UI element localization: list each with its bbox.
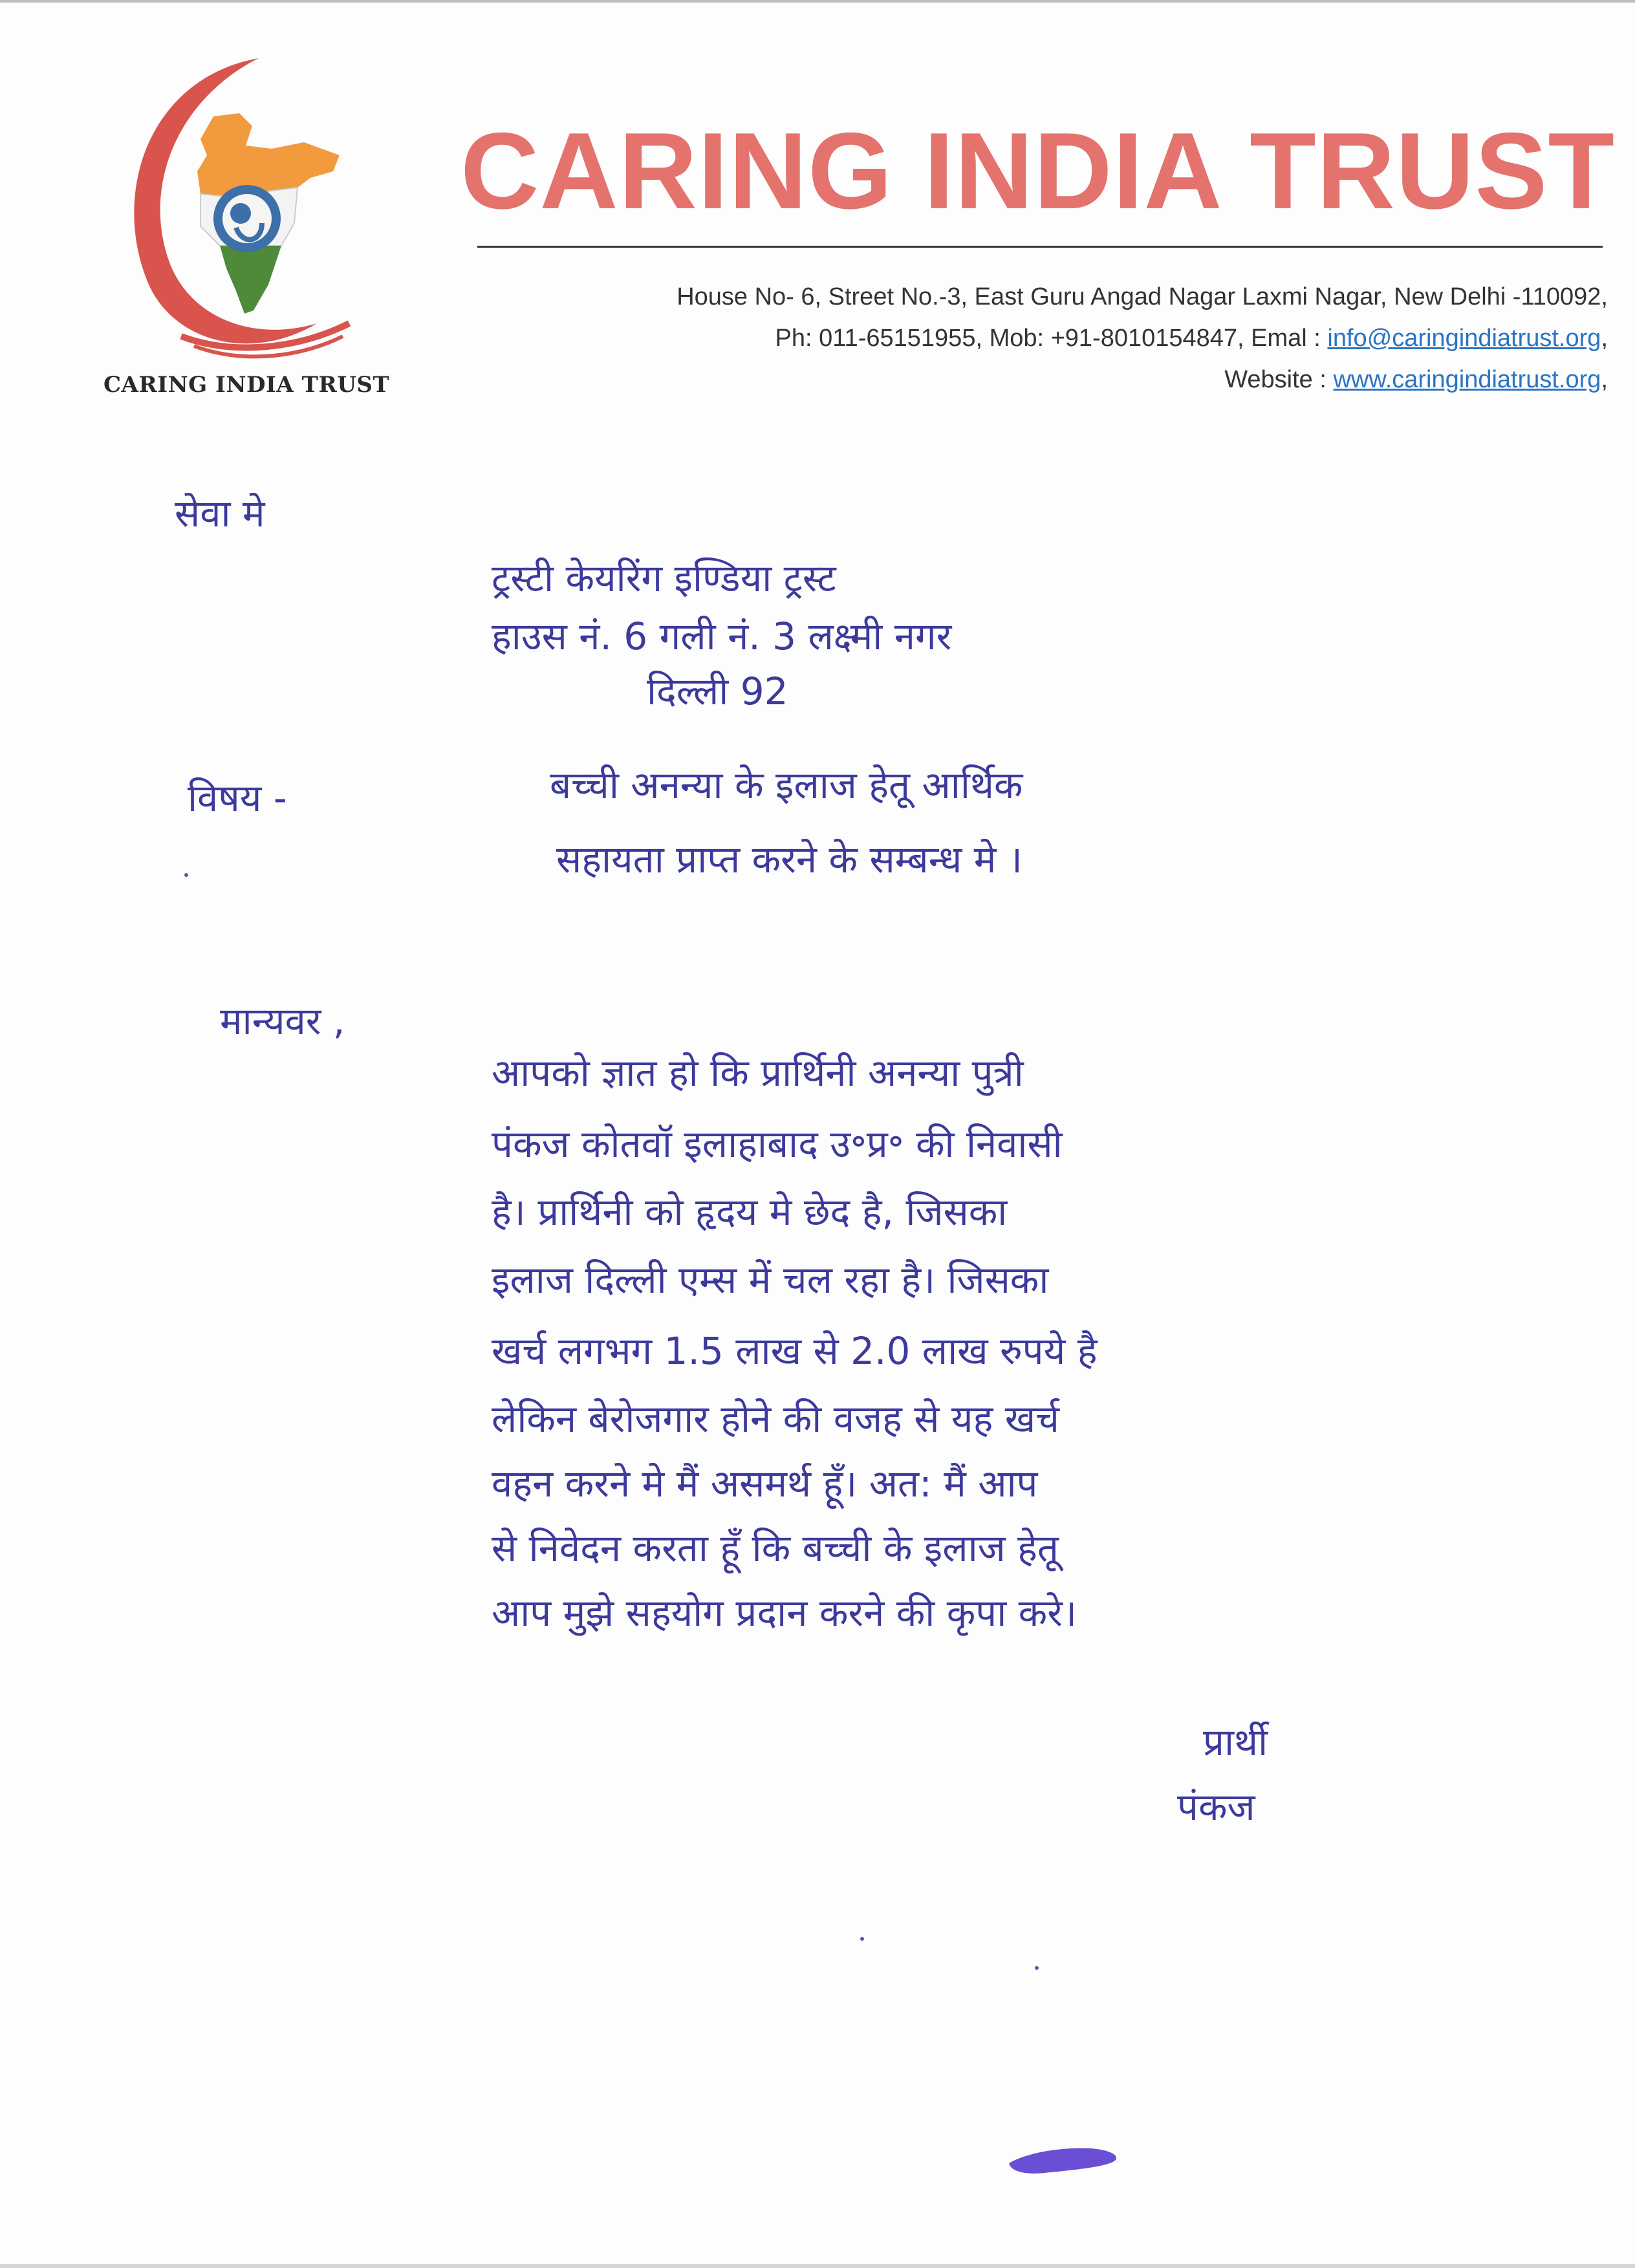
body-line: लेकिन बेरोजगार होने की वजह से यह खर्च	[492, 1397, 1060, 1441]
email-link[interactable]: info@caringindiatrust.org	[1327, 325, 1601, 352]
recipient-line-3: दिल्ली 92	[647, 669, 788, 713]
greeting: मान्यवर ,	[220, 999, 345, 1043]
website-link[interactable]: www.caringindiatrust.org	[1333, 366, 1601, 393]
scan-edge-bottom	[0, 2264, 1635, 2268]
body-line: इलाज दिल्ली एम्स में चल रहा है। जिसका	[492, 1258, 1049, 1302]
body-line: आप मुझे सहयोग प्रदान करने की कृपा करे।	[492, 1591, 1077, 1635]
scan-edge-top	[0, 0, 1635, 3]
body-line: पंकज कोतवॉ इलाहाबाद उ॰प्र॰ की निवासी	[492, 1122, 1063, 1166]
scan-speck	[184, 873, 188, 877]
address-line: House No- 6, Street No.-3, East Guru Angad Nagar Laxmi Nagar, New Delhi -110092,	[677, 283, 1608, 310]
body-line: वहन करने मे मैं असमर्थ हूँ। अत: मैं आप	[492, 1462, 1038, 1506]
phone-text: Ph: 011-65151955, Mob: +91-8010154847, Emal :	[775, 325, 1328, 352]
logo-caption: CARING INDIA TRUST	[103, 372, 390, 398]
website-suffix: ,	[1601, 366, 1608, 393]
body-line: है। प्रार्थिनी को हृदय मे छेद है, जिसका	[492, 1190, 1008, 1234]
closing-label: प्रार्थी	[1203, 1720, 1268, 1764]
recipient-line-1: ट्रस्टी केयरिंग इण्डिया ट्रस्ट	[492, 556, 836, 600]
scan-speck	[1035, 1966, 1039, 1970]
title-divider	[477, 246, 1603, 248]
ink-smudge	[1006, 2141, 1122, 2179]
recipient-line-2: हाउस नं. 6 गली नं. 3 लक्ष्मी नगर	[492, 614, 952, 658]
phone-email-line	[775, 325, 1608, 352]
body-line: आपको ज्ञात हो कि प्रार्थिनी अनन्या पुत्री	[492, 1051, 1024, 1095]
subject-label: विषय -	[188, 776, 287, 820]
subject-line-2: सहायता प्राप्त करने के सम्बन्ध मे ।	[556, 837, 1023, 881]
salutation-to: सेवा मे	[175, 491, 265, 535]
subject-line-1: बच्ची अनन्या के इलाज हेतू आर्थिक	[550, 763, 1023, 807]
body-line: से निवेदन करता हूँ कि बच्ची के इलाज हेतू	[492, 1526, 1059, 1570]
org-title: CARING INDIA TRUST	[460, 110, 1616, 232]
trust-logo	[103, 52, 362, 362]
body-line: खर्च लगभग 1.5 लाख से 2.0 लाख रुपये है	[492, 1329, 1098, 1373]
website-line	[1224, 366, 1608, 394]
scan-speck	[860, 1937, 864, 1941]
signature-name: पंकज	[1177, 1785, 1255, 1829]
website-label: Website :	[1224, 366, 1334, 393]
email-suffix: ,	[1601, 325, 1608, 352]
